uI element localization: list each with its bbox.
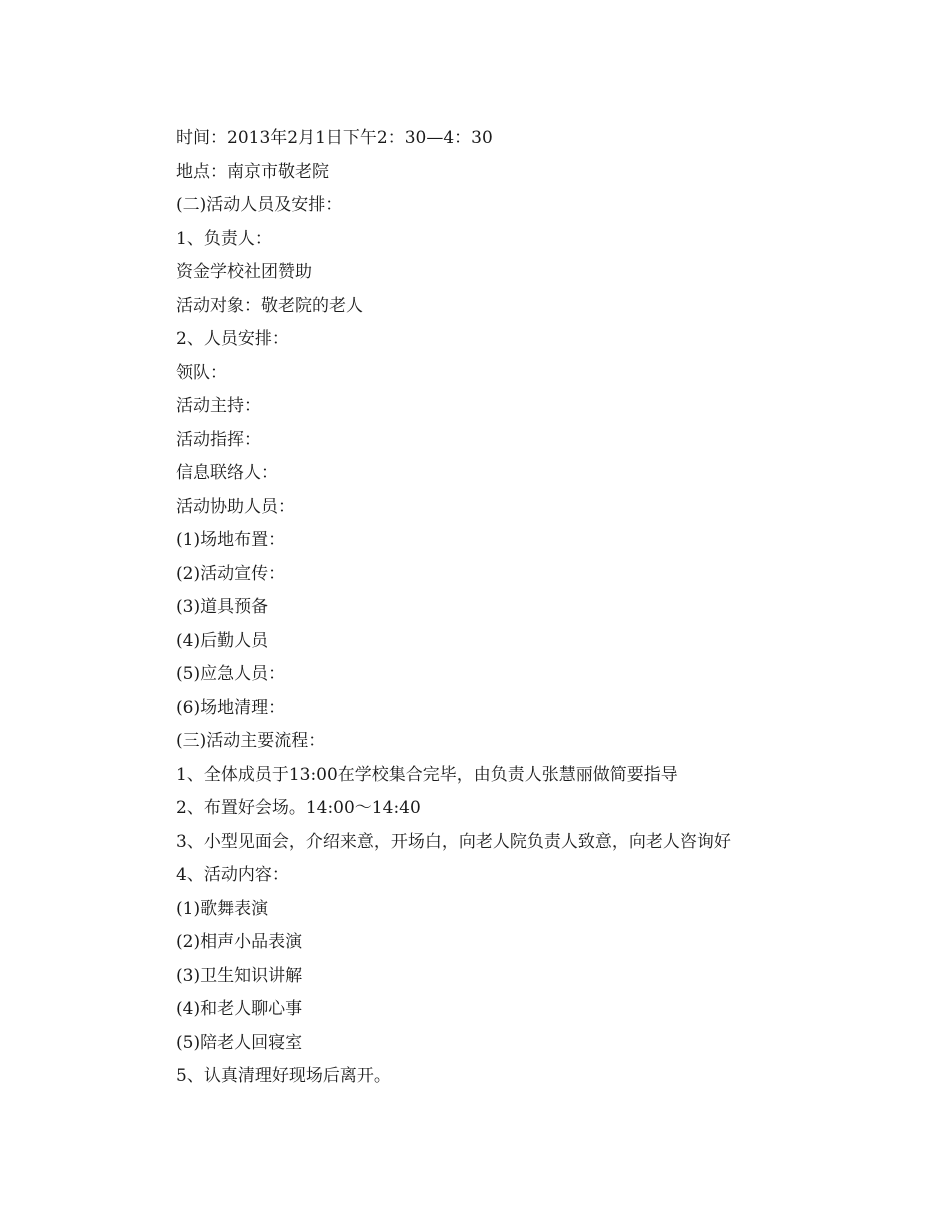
list-item: (2)相声小品表演 [176,932,303,952]
list-item: (6)场地清理： [176,697,286,718]
text-line-sponsor: 资金学校社团赞助 [176,262,312,282]
list-item: (5)应急人员： [176,664,286,684]
document-body [176,122,876,1094]
text-line-liaison: 信息联络人： [176,463,278,483]
text-line-leader: 领队： [176,362,227,383]
process-step: 2、布置好会场。14:00～14:40 [176,798,421,818]
list-item: (1)场地布置： [176,530,286,550]
list-item: (3)道具预备 [176,597,269,617]
text-line-target: 活动对象：敬老院的老人 [176,295,363,316]
text-line-responsible: 1、负责人： [176,228,272,249]
section-heading-personnel: (二)活动人员及安排： [176,195,343,215]
list-item: (5)陪老人回寝室 [176,1032,303,1053]
text-line-location: 地点：南京市敬老院 [176,161,329,182]
text-line-time: 时间：2013年2月1日下午2：30—4：30 [176,128,493,148]
text-line-director: 活动指挥： [176,429,261,450]
list-item: (2)活动宣传： [176,563,286,584]
list-item: (1)歌舞表演 [176,898,269,919]
text-line-assistants: 活动协助人员： [176,496,295,517]
process-step: 5、认真清理好现场后离开。 [176,1066,391,1086]
list-item: (4)后勤人员 [176,630,269,651]
text-line-host: 活动主持： [176,396,261,416]
list-item: (4)和老人聊心事 [176,999,303,1019]
section-heading-process: (三)活动主要流程： [176,731,326,751]
process-step: 3、小型见面会，介绍来意，开场白，向老人院负责人致意，向老人咨询好 [176,831,731,852]
process-step: 1、全体成员于13:00在学校集合完毕，由负责人张慧丽做简要指导 [176,764,678,785]
list-item: (3)卫生知识讲解 [176,965,303,986]
process-step: 4、活动内容： [176,865,289,885]
text-line-staffing: 2、人员安排： [176,329,289,349]
